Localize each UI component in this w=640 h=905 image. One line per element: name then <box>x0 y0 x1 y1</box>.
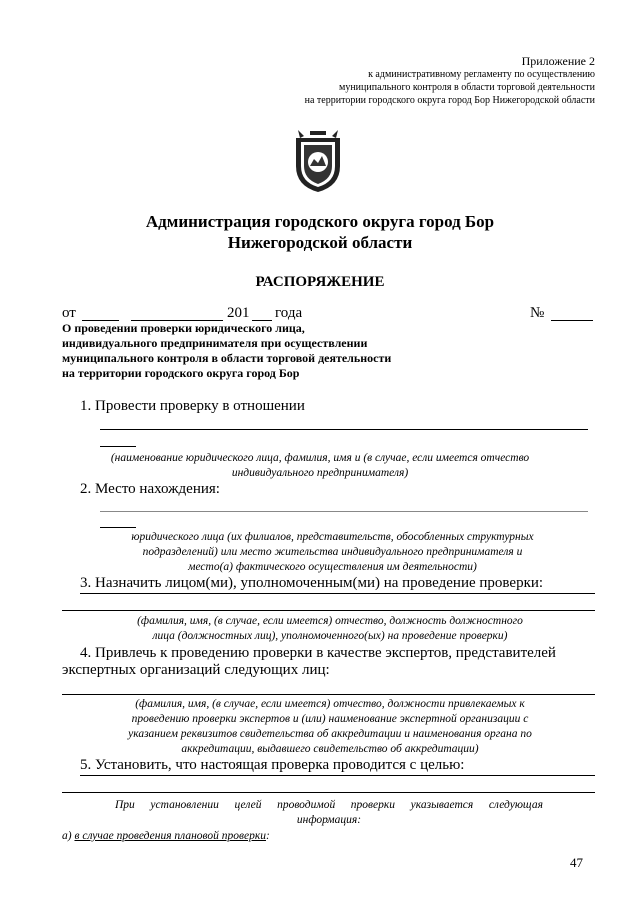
item-4-hint: (фамилия, имя, (в случае, если имеется) отчество, должности привлекаемых к <box>135 698 525 710</box>
item-5-hint: При установлении целей проводимой проверки указывается следующая <box>115 799 543 811</box>
number-sign: № <box>530 305 545 321</box>
item-4-hint: указанием реквизитов свидетельства об аккредитации и наименования органа по <box>128 728 532 740</box>
appendix-line: к административному регламенту по осуществлению <box>368 69 595 80</box>
subject-line: О проведении проверки юридического лица, <box>62 321 305 335</box>
subject-line: индивидуального предпринимателя при осуществлении <box>62 336 368 350</box>
item-4-hint: аккредитации, выдавшего свидетельство об аккредитации) <box>181 743 479 755</box>
item-3-underline <box>80 593 595 594</box>
date-from-label: от <box>62 305 76 321</box>
appendix-title: Приложение 2 <box>521 54 595 68</box>
item-5-hint: информация: <box>296 814 362 826</box>
item-3-hint: (фамилия, имя, (в случае, если имеется) отчество, должность должностного <box>137 615 523 627</box>
blank-line <box>62 610 595 611</box>
subject-line: муниципального контроля в области торговой деятельности <box>62 351 392 365</box>
item-2-hint: место(а) фактического осуществления им деятельности) <box>188 561 477 573</box>
item-3-text: 3. Назначить лицом(ми), уполномоченным(ми) на проведение проверки: <box>80 575 544 591</box>
blank-line <box>100 446 136 447</box>
appendix-line: на территории городского округа город Бор Нижегородской области <box>304 95 595 106</box>
number-blank-line <box>551 320 593 321</box>
blank-line <box>100 527 136 528</box>
year-prefix: 201 <box>227 305 250 321</box>
coat-of-arms-emblem <box>290 126 346 196</box>
appendix-line: муниципального контроля в области торговой деятельности <box>338 82 595 93</box>
case-a-line <box>62 830 270 842</box>
blank-line <box>62 792 595 793</box>
item-4-hint: проведению проверки экспертов и (или) наименование экспертной организации с <box>131 713 529 725</box>
org-name-line1: Администрация городского округа город Бор <box>145 212 495 231</box>
item-1-hint: индивидуального предпринимателя) <box>231 467 409 479</box>
item-2-text: 2. Место нахождения: <box>80 481 220 497</box>
item-2-hint: подразделений) или место жительства индивидуального предпринимателя и <box>142 546 523 558</box>
item-3-hint: лица (должностных лиц), уполномоченного(ых) на проведение проверки) <box>152 630 508 642</box>
item-5-underline <box>80 775 595 776</box>
org-name-line2: Нижегородской области <box>227 233 413 252</box>
blank-line <box>100 511 588 512</box>
item-5-text: 5. Установить, что настоящая проверка проводится с целью: <box>80 757 465 773</box>
item-1-text: 1. Провести проверку в отношении <box>80 398 305 414</box>
page-number: 47 <box>570 855 583 870</box>
case-a-prefix: а) <box>62 830 72 842</box>
item-4-text: 4. Привлечь к проведению проверки в качестве экспертов, представителей <box>80 645 556 661</box>
subject-line: на территории городского округа город Бор <box>62 366 300 380</box>
document-type: РАСПОРЯЖЕНИЕ <box>255 274 385 290</box>
case-a-suffix: : <box>265 830 270 842</box>
blank-line <box>62 694 595 695</box>
case-a-text: в случае проведения плановой проверки <box>74 830 266 842</box>
year-word: года <box>275 305 303 321</box>
item-1-hint: (наименование юридического лица, фамилия, имя и (в случае, если имеется отчество <box>110 452 530 464</box>
blank-line <box>100 429 588 430</box>
item-2-hint: юридического лица (их филиалов, представительств, обособленных структурных <box>131 531 534 543</box>
item-4-text: экспертных организаций следующих лиц: <box>62 662 330 678</box>
